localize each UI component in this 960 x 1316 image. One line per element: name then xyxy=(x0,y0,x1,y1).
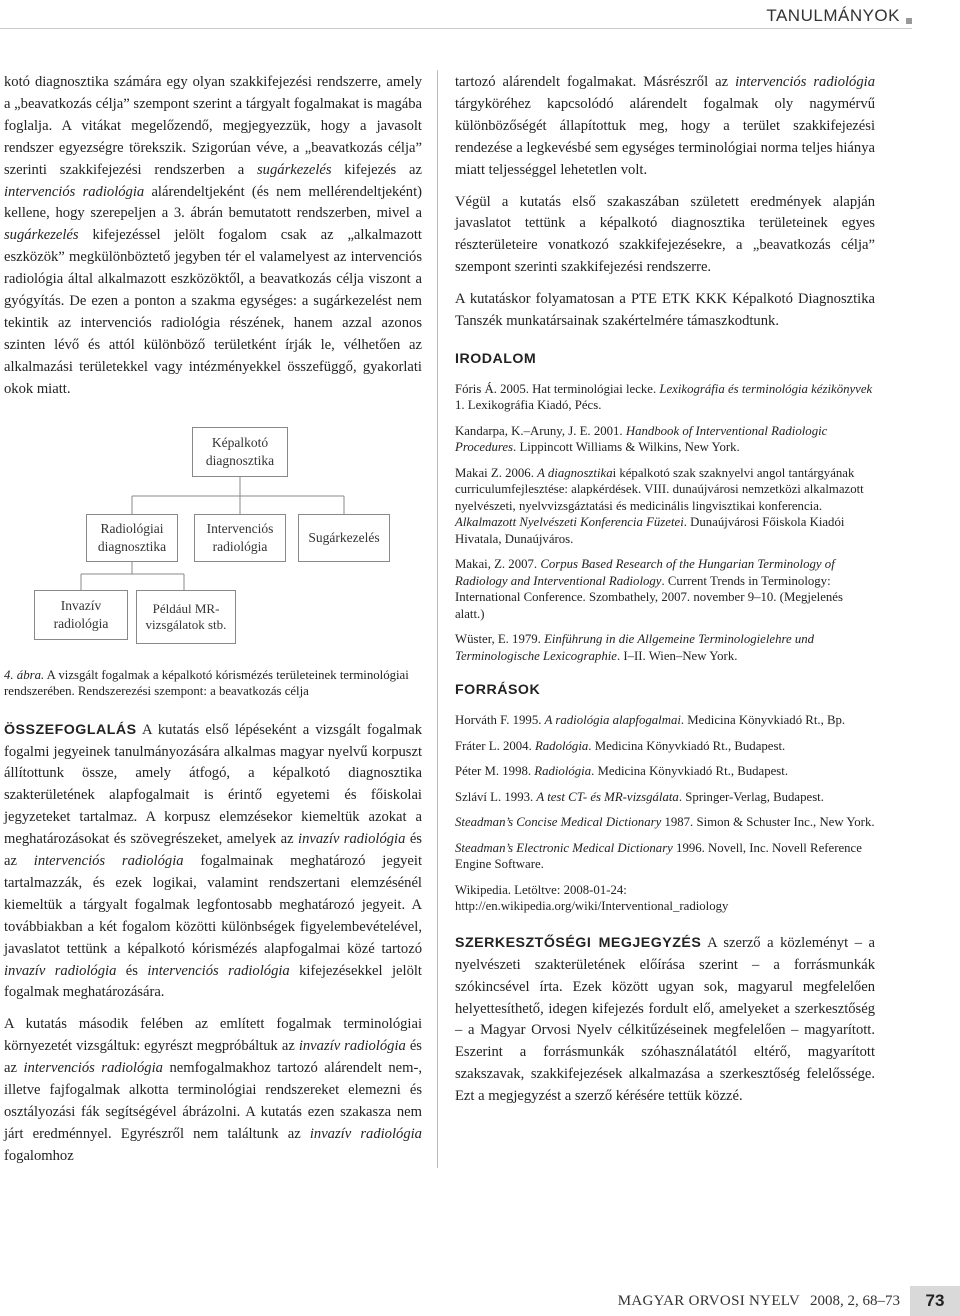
issue-info: 2008, 2, 68–73 xyxy=(810,1292,900,1309)
source-item: Szláví L. 1993. A test CT- és MR-vizsgálata. Springer-Verlag, Budapest. xyxy=(455,789,824,804)
diagram-node-root: Képalkotó diagnosztika xyxy=(192,427,288,477)
reference-item: Makai, Z. 2007. Corpus Based Research of the Hungarian Terminology of Radiology and Interventional Radiology. Current Trends in Terminology: International Conference. Szombathely, 2007. november 9–10. (Megjelenés alatt.) xyxy=(455,557,843,621)
figure-caption: 4. ábra. A vizsgált fogalmak a képalkotó kórismézés területeinek terminológiai rendszerében. Rendszerezési szempont: a beavatkozás célja xyxy=(4,667,409,699)
section-title: TANULMÁNYOK xyxy=(766,6,900,25)
source-item: Steadman’s Concise Medical Dictionary 1987. Simon & Schuster Inc., New York. xyxy=(455,815,875,830)
editor-note-heading: SZERKESZTŐSÉGI MEGJEGYZÉS xyxy=(455,934,702,951)
reference-item: Fóris Á. 2005. Hat terminológiai lecke. Lexikográfia és terminológia kézikönyvek 1. Lexikográfia Kiadó, Pécs. xyxy=(455,381,873,413)
page-number: 73 xyxy=(910,1286,960,1316)
diagram-node-peldaul: Például MR-vizsgálatok stb. xyxy=(136,590,236,644)
source-item: Wikipedia. Letöltve: 2008-01-24: http://en.wikipedia.org/wiki/Interventional_radiology xyxy=(455,882,729,914)
acknowledgement-paragraph: A kutatáskor folyamatosan a PTE ETK KKK Képalkotó Diagnosztika Tanszék munkatársainak szakértelmére támaszkodtunk. xyxy=(455,291,875,330)
diagram-node-invaziv-radiologia: Invazív radiológia xyxy=(34,590,128,640)
continuation-paragraph: tartozó alárendelt fogalmakat. Másrészről az intervenciós radiológia tárgyköréhez kapcsolódó alárendelt fogalmak oly nagymérvű különbözőségét állapítottuk meg, hogy a terület szakkifejezési rendezése a legkevésbé sem egységes terminológiai norma teljes hiánya miatt teljességgel lehetetlen volt. xyxy=(455,74,875,178)
summary-paragraph: ÖSSZEFOGLALÁS A kutatás első lépéseként a vizsgált fogalmak fogalmi jegyeinek tanulmányozására alkalmas magyar nyelvű korpuszt állítottunk össze, amely átfogó, a képalkotó diagnosztika szakterületének alapfogalmait is érintő egyetemi és főiskolai jegyzeteket tartalmaz. A korpusz elemzésekor kiemeltük azokat a meghatározásokat és szövegrészeket, amelyek az invazív radiológia és az intervenciós radiológia fogalmainak meghatározó jegyeit tartalmazzák, és ezek logikai, valamint rendszertani elemzésénél kiemeltük a tárgyalt fogalmak legfontosabb meghatározó jegyeit. A továbbiakban a két fogalom közötti különbségek figyelembevételével, javaslatot tettünk a képalkotó kórismézés alapfogalmai közé tartozó invazív radiológia és intervenciós radiológia kifejezésekkel jelölt fogalmak meghatározására. xyxy=(4,721,422,1001)
right-column xyxy=(455,72,875,1118)
reference-item: Wüster, E. 1979. Einführung in die Allgemeine Terminologielehre und Terminologische Lexicographie. I–II. Wien–New York. xyxy=(455,632,815,663)
reference-item: Makai Z. 2006. A diagnosztikai képalkotó szak szaknyelvi angol tantárgyának curriculumfejlesztése: alapkérdések. VIII. dunaújvárosi nemzetközi alkalmazott nyelvészeti, nyelvvizsgáztatási és medicinális lingvisztikai konferencia. Alkalmazott Nyelvészeti Konferencia Füzetei. Dunaújvárosi Főiskola Kiadói Hivatala, Dunaújváros. xyxy=(455,465,864,546)
conclusion-paragraph: Végül a kutatás első szakaszában született eredmények alapján javaslatot tettünk a képalkotó diagnosztika területeinek egyes részterületeire vonatkozó szakkifejezésekre, a „beavatkozás célja” szempont szerinti szakkifejezési rendszerre. xyxy=(455,193,875,276)
summary-heading: ÖSSZEFOGLALÁS xyxy=(4,721,137,738)
column-divider xyxy=(437,70,438,1168)
source-item: Horváth F. 1995. A radiológia alapfogalmai. Medicina Könyvkiadó Rt., Bp. xyxy=(455,713,846,728)
diagram-node-radiologiai-diagnosztika: Radiológiai diagnosztika xyxy=(86,514,178,562)
source-item: Péter M. 1998. Radiológia. Medicina Könyvkiadó Rt., Budapest. xyxy=(455,764,789,779)
running-header xyxy=(766,0,912,26)
page-footer xyxy=(618,1286,960,1316)
diagram-node-intervencios-radiologia: Intervenciós radiológia xyxy=(194,514,286,562)
forrasok-heading: FORRÁSOK xyxy=(455,682,541,699)
left-column xyxy=(4,72,422,1178)
irodalom-list xyxy=(455,381,875,665)
reference-item: Kandarpa, K.–Aruny, J. E. 2001. Handbook of Interventional Radiologic Procedures. Lippincott Williams & Wilkins, New York. xyxy=(455,423,828,455)
diagram-node-sugarkezeles: Sugárkezelés xyxy=(298,514,390,562)
editor-note: SZERKESZTŐSÉGI MEGJEGYZÉS A szerző a közleményt – a nyelvészeti szakterületének előírása szerint – a forrásmunkák szókincsével írta. Ezek között ugyan sok, magyarul megfelelően helyettesíthető, idegen kifejezés fordult elő, amelyeket a szerkesztőség – a Magyar Orvosi Nyelv célkitűzéseinek megfelelően – magyarított. Eszerint a forrásmunkák szóhasználatától eltérő, magyarított szakszavak, szakkifejezések alkalmazása a szerkesztőség felelőssége. Ezt a megjegyzést a szerző kérésére tettük közzé. xyxy=(455,934,876,1105)
source-item: Fráter L. 2004. Radológia. Medicina Könyvkiadó Rt., Budapest. xyxy=(455,738,786,753)
header-rule xyxy=(0,28,912,29)
source-item: Steadman’s Electronic Medical Dictionary 1996. Novell, Inc. Novell Reference Engine Software. xyxy=(455,840,862,872)
journal-name: MAGYAR ORVOSI NYELV xyxy=(617,1292,800,1309)
concept-diagram xyxy=(4,411,422,661)
second-phase-paragraph: A kutatás második felében az említett fogalmak terminológiai környezetét vizsgáltuk: egyrészt megpróbáltuk az invazív radiológia és az intervenciós radiológia nemfogalmakhoz tartozó alárendelt nem-, illetve fajfogalmak alkotta terminológiai rendszereket elemezni és osztályozási fák segítségével ábrázolni. A kutatás ezen szakasza nem járt eredménnyel. Egyrészről nem találtunk az invazív radiológia fogalomhoz xyxy=(4,1016,422,1164)
forrasok-list xyxy=(455,712,875,915)
irodalom-heading: IRODALOM xyxy=(455,350,537,367)
intro-paragraph: kotó diagnosztika számára egy olyan szakkifejezési rendszerre, amely a „beavatkozás célja” szempont szerint a tárgyalt fogalmakat is magába foglalja. A vitákat megelőzendő, megjegyezzük, hogy a javasolt rendszer egyezségre törekszik. Szigorúan véve, a „beavatkozás célja” szerinti szakkifejezési rendszerben a sugárkezelés kifejezés az intervenciós radiológia alárendeltjeként (és nem mellérendeltjeként) kellene, hogy szerepeljen a 3. ábrán bemutatott rendszerben, mivel a sugárkezelés kifejezéssel jelölt fogalom csak az „alkalmazott eszközök” megkülönböztető jegyben tér el valamelyest az intervenciós radiológia által alkalmazott eszközöktől, a beavatkozás célja viszont a gyógyítás. De ezen a ponton a szakma egységes: a sugárkezelést nem tekintik az intervenciós radiológia részének, hanem azzal azonos szinten lévő és attól különböző területként írják le, vélhetően az alkalmazási területekkel vagy intézményekkel összefüggő, gyakorlati okok miatt. xyxy=(4,74,422,397)
header-square-icon xyxy=(906,18,912,24)
